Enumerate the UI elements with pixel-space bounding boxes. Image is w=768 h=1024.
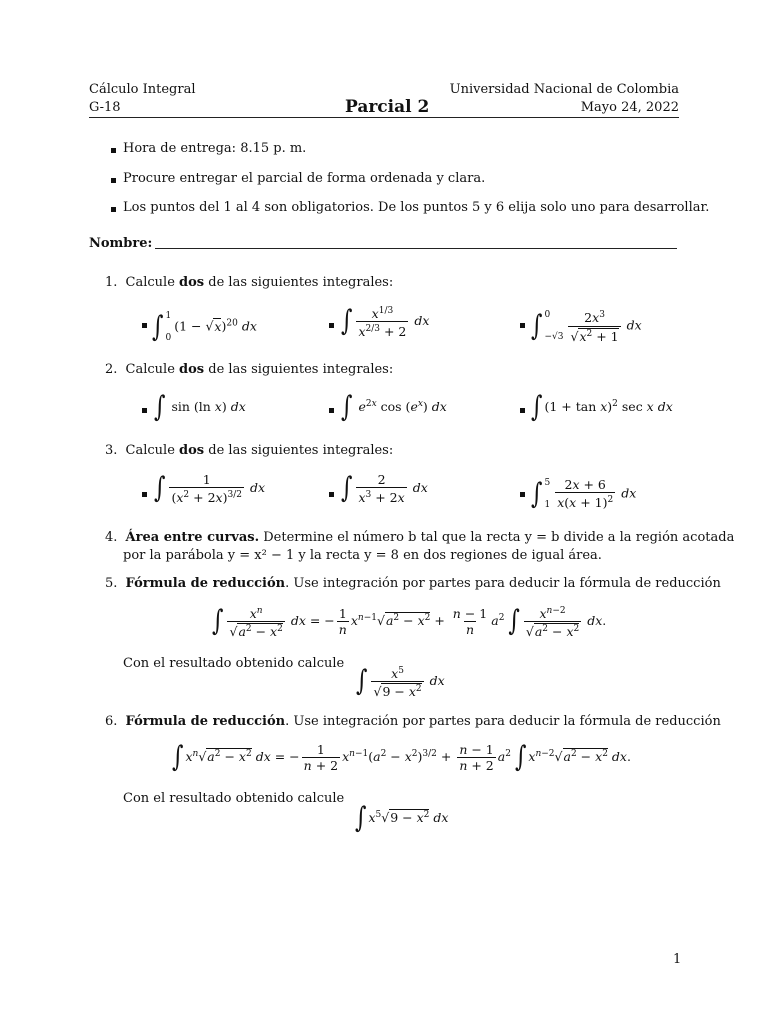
question-text-post: de las siguientes integrales: [204, 275, 394, 290]
question-text: . Use integración por partes para deducir la fórmula de reducción [285, 714, 721, 729]
calc-prompt-6: Con el resultado obtenido calcule [123, 791, 345, 806]
question-2 [105, 362, 393, 377]
group-code: G-18 [89, 100, 121, 115]
integral-2b: ∫ $e^{2x}$ $\cos (e^x)$ dx [341, 391, 447, 424]
question-text-bold: Fórmula de reducción [125, 714, 286, 729]
question-number: 4. [105, 530, 118, 545]
instruction-item: Hora de entrega: 8.15 p. m. [123, 141, 307, 156]
question-number: 2. [105, 362, 118, 377]
bullet-icon [520, 408, 525, 413]
university-name: Universidad Nacional de Colombia [449, 82, 679, 97]
bullet-icon [329, 323, 334, 328]
question-number: 6. [105, 714, 118, 729]
question-text-bold: dos [179, 275, 205, 290]
bullet-icon [329, 408, 334, 413]
question-text-bold: dos [179, 443, 205, 458]
bullet-icon [520, 492, 525, 497]
integral-3a: ∫ $\frac{1}{(x^2 + 2x)^{3/2}}$ dx [154, 472, 266, 506]
integral-3c: ∫ 5 1 $\frac{2x + 6}{x(x + 1)^2}$ dx [531, 477, 637, 511]
question-3 [105, 443, 393, 458]
question-text-line1: Determine el número b tal que la recta y = b divide a la región acotada [259, 530, 735, 545]
question-text-pre: Calcule [125, 443, 180, 458]
integral-2c: ∫ $(1 + \tan x)^2$ sec x dx [531, 391, 673, 424]
course-name: Cálculo Integral [89, 82, 196, 97]
bullet-icon [142, 492, 147, 497]
bullet-icon [111, 207, 116, 212]
integral-1a: ∫ 1 0 $(1 - √x)^{20}$ dx [152, 310, 257, 344]
question-6 [105, 714, 721, 729]
instruction-item: Procure entregar el parcial de forma ordenada y clara. [123, 171, 486, 186]
question-number: 3. [105, 443, 118, 458]
integral-2a: ∫ sin (ln x) dx [154, 391, 246, 424]
name-label: Nombre: [89, 236, 153, 251]
instruction-item: Los puntos del 1 al 4 son obligatorios. De los puntos 5 y 6 elija solo uno para desarrollar. [123, 200, 710, 215]
name-field-line [155, 248, 677, 249]
header-rule [89, 117, 679, 118]
question-text-post: de las siguientes integrales: [204, 443, 394, 458]
bullet-icon [142, 408, 147, 413]
question-number: 1. [105, 275, 118, 290]
question-text-bold: dos [179, 362, 205, 377]
question-4-line2: por la parábola y = x² − 1 y la recta y = 8 en dos regiones de igual área. [123, 548, 602, 563]
integral-1b: ∫ $\frac{x^{1/3}}{x^{2/3} + 2}$ dx [341, 305, 430, 340]
bullet-icon [329, 492, 334, 497]
calc-prompt-5: Con el resultado obtenido calcule [123, 656, 345, 671]
question-1 [105, 275, 393, 290]
question-text-post: de las siguientes integrales: [204, 362, 394, 377]
bullet-icon [142, 323, 147, 328]
exam-date: Mayo 24, 2022 [580, 100, 679, 115]
bullet-icon [520, 323, 525, 328]
bullet-icon [111, 148, 116, 153]
question-text-pre: Calcule [125, 362, 180, 377]
question-text: . Use integración por partes para deducir la fórmula de reducción [285, 576, 721, 591]
reduction-formula-5: ∫ $\frac{x^n}{√a^2 - x^2}$ dx = − $\frac{1}{n}$ $x^{n-1}√a^2 - x^2$ + $\frac{n - 1}{n}$ $a^2$ ∫ $\frac{x^{n-2}}{√a^2 - x^2}$ dx. [212, 605, 607, 640]
integral-1c: ∫ 0 −√3 $\frac{2x^3}{√x^2 + 1}$ dx [531, 309, 642, 344]
integral-6: ∫ $x^5√9 - x^2$ dx [355, 802, 449, 835]
reduction-formula-6: ∫ $x^n√a^2 - x^2$ dx = − $\frac{1}{n + 2}$ $x^{n-1}(a^2 - x^2)^{3/2}$ + $\frac{n - 1}{n + 2}$ $a^2$ ∫ $x^{n-2}√a^2 - x^2$ dx. [172, 741, 631, 774]
bullet-icon [111, 178, 116, 183]
page-number: 1 [673, 952, 682, 967]
question-text-pre: Calcule [125, 275, 180, 290]
exam-title: Parcial 2 [345, 97, 430, 117]
question-text-bold: Área entre curvas. [125, 530, 260, 545]
integral-5: ∫ $\frac{x^5}{√9 - x^2}$ dx [356, 665, 445, 700]
question-4 [105, 530, 734, 545]
integral-3b: ∫ $\frac{2}{x^3 + 2x}$ dx [341, 472, 428, 506]
question-5 [105, 576, 721, 591]
question-text-bold: Fórmula de reducción [125, 576, 286, 591]
question-number: 5. [105, 576, 118, 591]
